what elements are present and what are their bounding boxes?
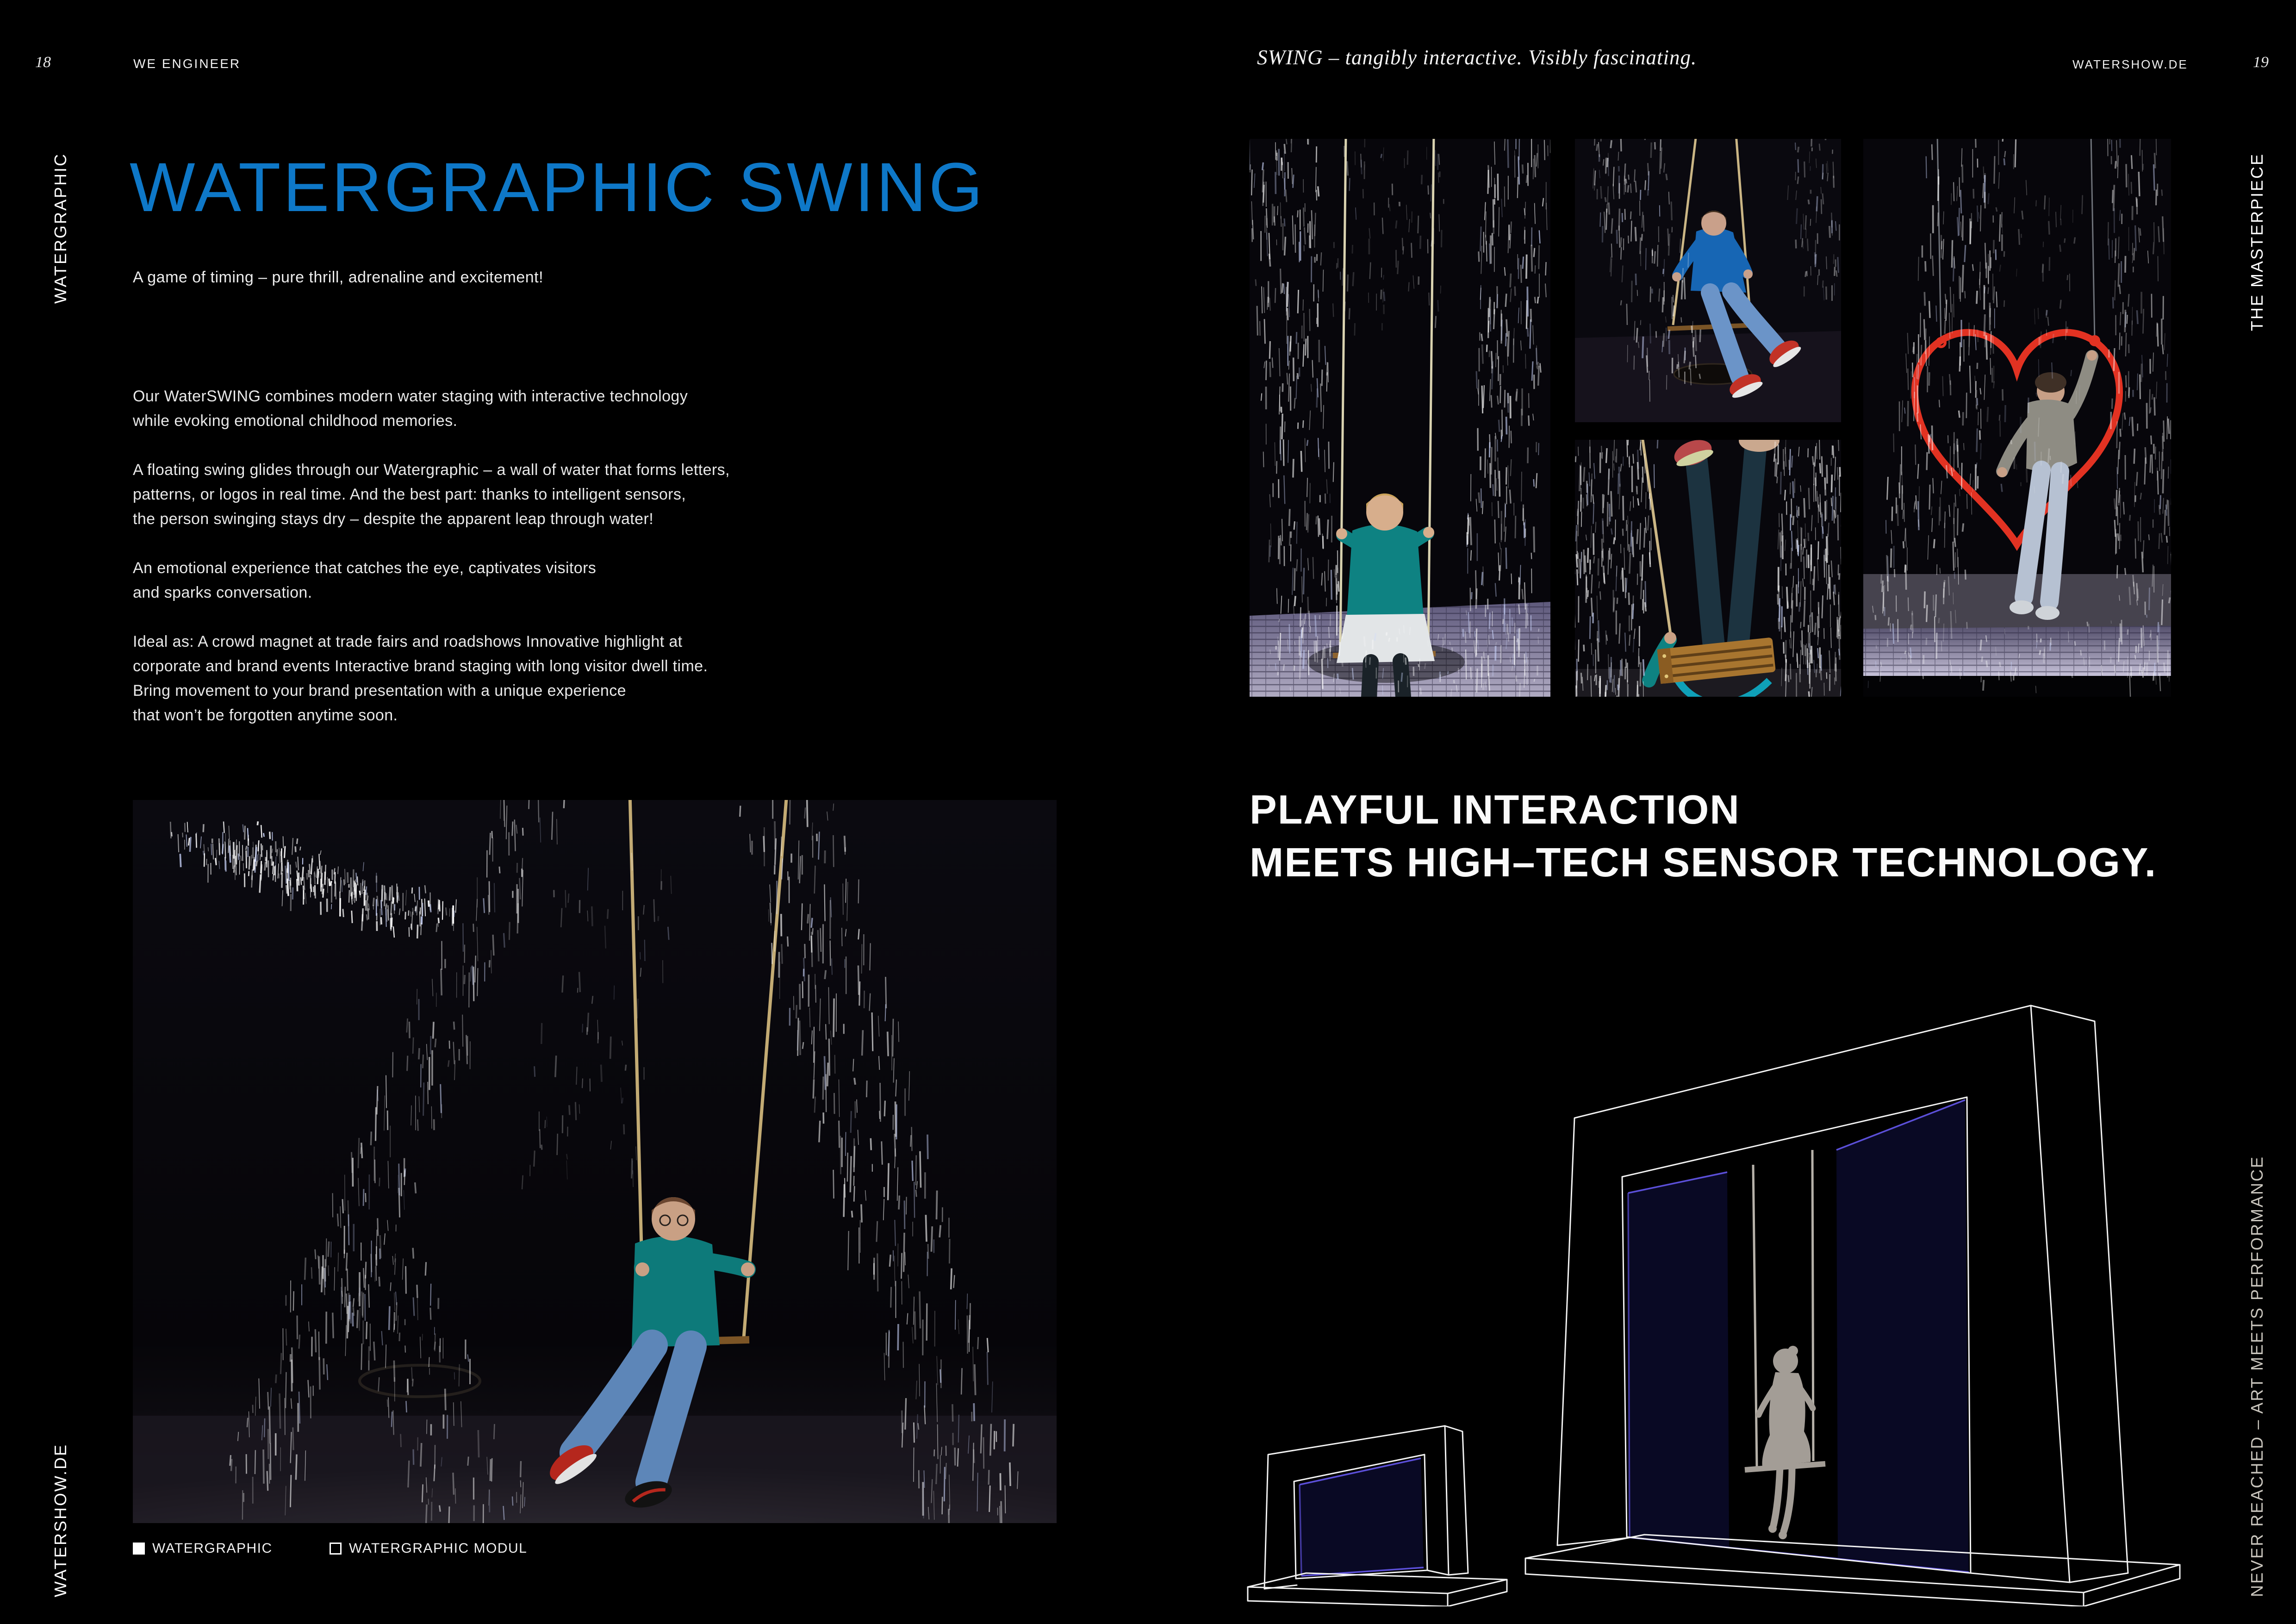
page-number-right: 19 <box>2253 54 2269 71</box>
filled-square-icon <box>133 1543 145 1555</box>
watergraphic-wireframe-diagram <box>1231 963 2203 1606</box>
legend-watergraphic-modul <box>330 1541 527 1556</box>
photo-heart-swing-woman <box>1863 139 2171 697</box>
section-heading: PLAYFUL INTERACTION MEETS HIGH–TECH SENSOR TECHNOLOGY. <box>1250 787 2157 885</box>
site-label: WATERSHOW.DE <box>2072 57 2188 71</box>
side-label-never-reached: NEVER REACHED – ART MEETS PERFORMANCE <box>2247 1156 2266 1597</box>
body-copy <box>133 384 883 752</box>
spread-headline: SWING – tangibly interactive. Visibly fascinating. <box>1257 46 1697 69</box>
legend-label: WATERGRAPHIC <box>152 1541 273 1556</box>
page-title: WATERGRAPHIC SWING <box>130 148 985 226</box>
side-label-watergraphic: WATERGRAPHIC <box>51 153 70 304</box>
paragraph: A floating swing glides through our Watergraphic – a wall of water that forms letters, patterns, or logos in real time. And the best part: thanks to intelligent sensors, the person swinging stays dry – despite the apparent leap through water! <box>133 461 730 528</box>
paragraph: Ideal as: A crowd magnet at trade fairs and roadshows Innovative highlight at corporate and brand events Interactive brand staging with long visitor dwell time. Bring movement to your brand presentation with a unique experience that won’t be forgotten anytime soon. <box>133 633 708 724</box>
swing-silhouette <box>1745 1150 1825 1539</box>
paragraph: Our WaterSWING combines modern water staging with interactive technology while evoking emotional childhood memories. <box>133 387 688 430</box>
water-panel <box>1836 1100 1969 1571</box>
photo-boy-swing-water-curtain <box>133 800 1057 1523</box>
photo-boy-rope-swing-front <box>1250 139 1550 697</box>
legend-watergraphic <box>133 1541 273 1556</box>
outline-square-icon <box>330 1543 342 1555</box>
legend-label: WATERGRAPHIC MODUL <box>349 1541 528 1556</box>
photo-boy-swinging-forward <box>1575 139 1841 422</box>
side-label-masterpiece: THE MASTERPIECE <box>2247 153 2266 331</box>
page-subtitle: A game of timing – pure thrill, adrenaline and excitement! <box>133 269 544 286</box>
paragraph: An emotional experience that catches the eye, captivates visitors and sparks conversation. <box>133 559 597 601</box>
kicker-we-engineer: WE ENGINEER <box>133 56 241 71</box>
water-panel <box>1628 1172 1729 1547</box>
page-number-left: 18 <box>35 54 51 71</box>
side-label-watershow-left: WATERSHOW.DE <box>51 1443 70 1597</box>
photo-swing-seat-closeup <box>1575 440 1841 697</box>
